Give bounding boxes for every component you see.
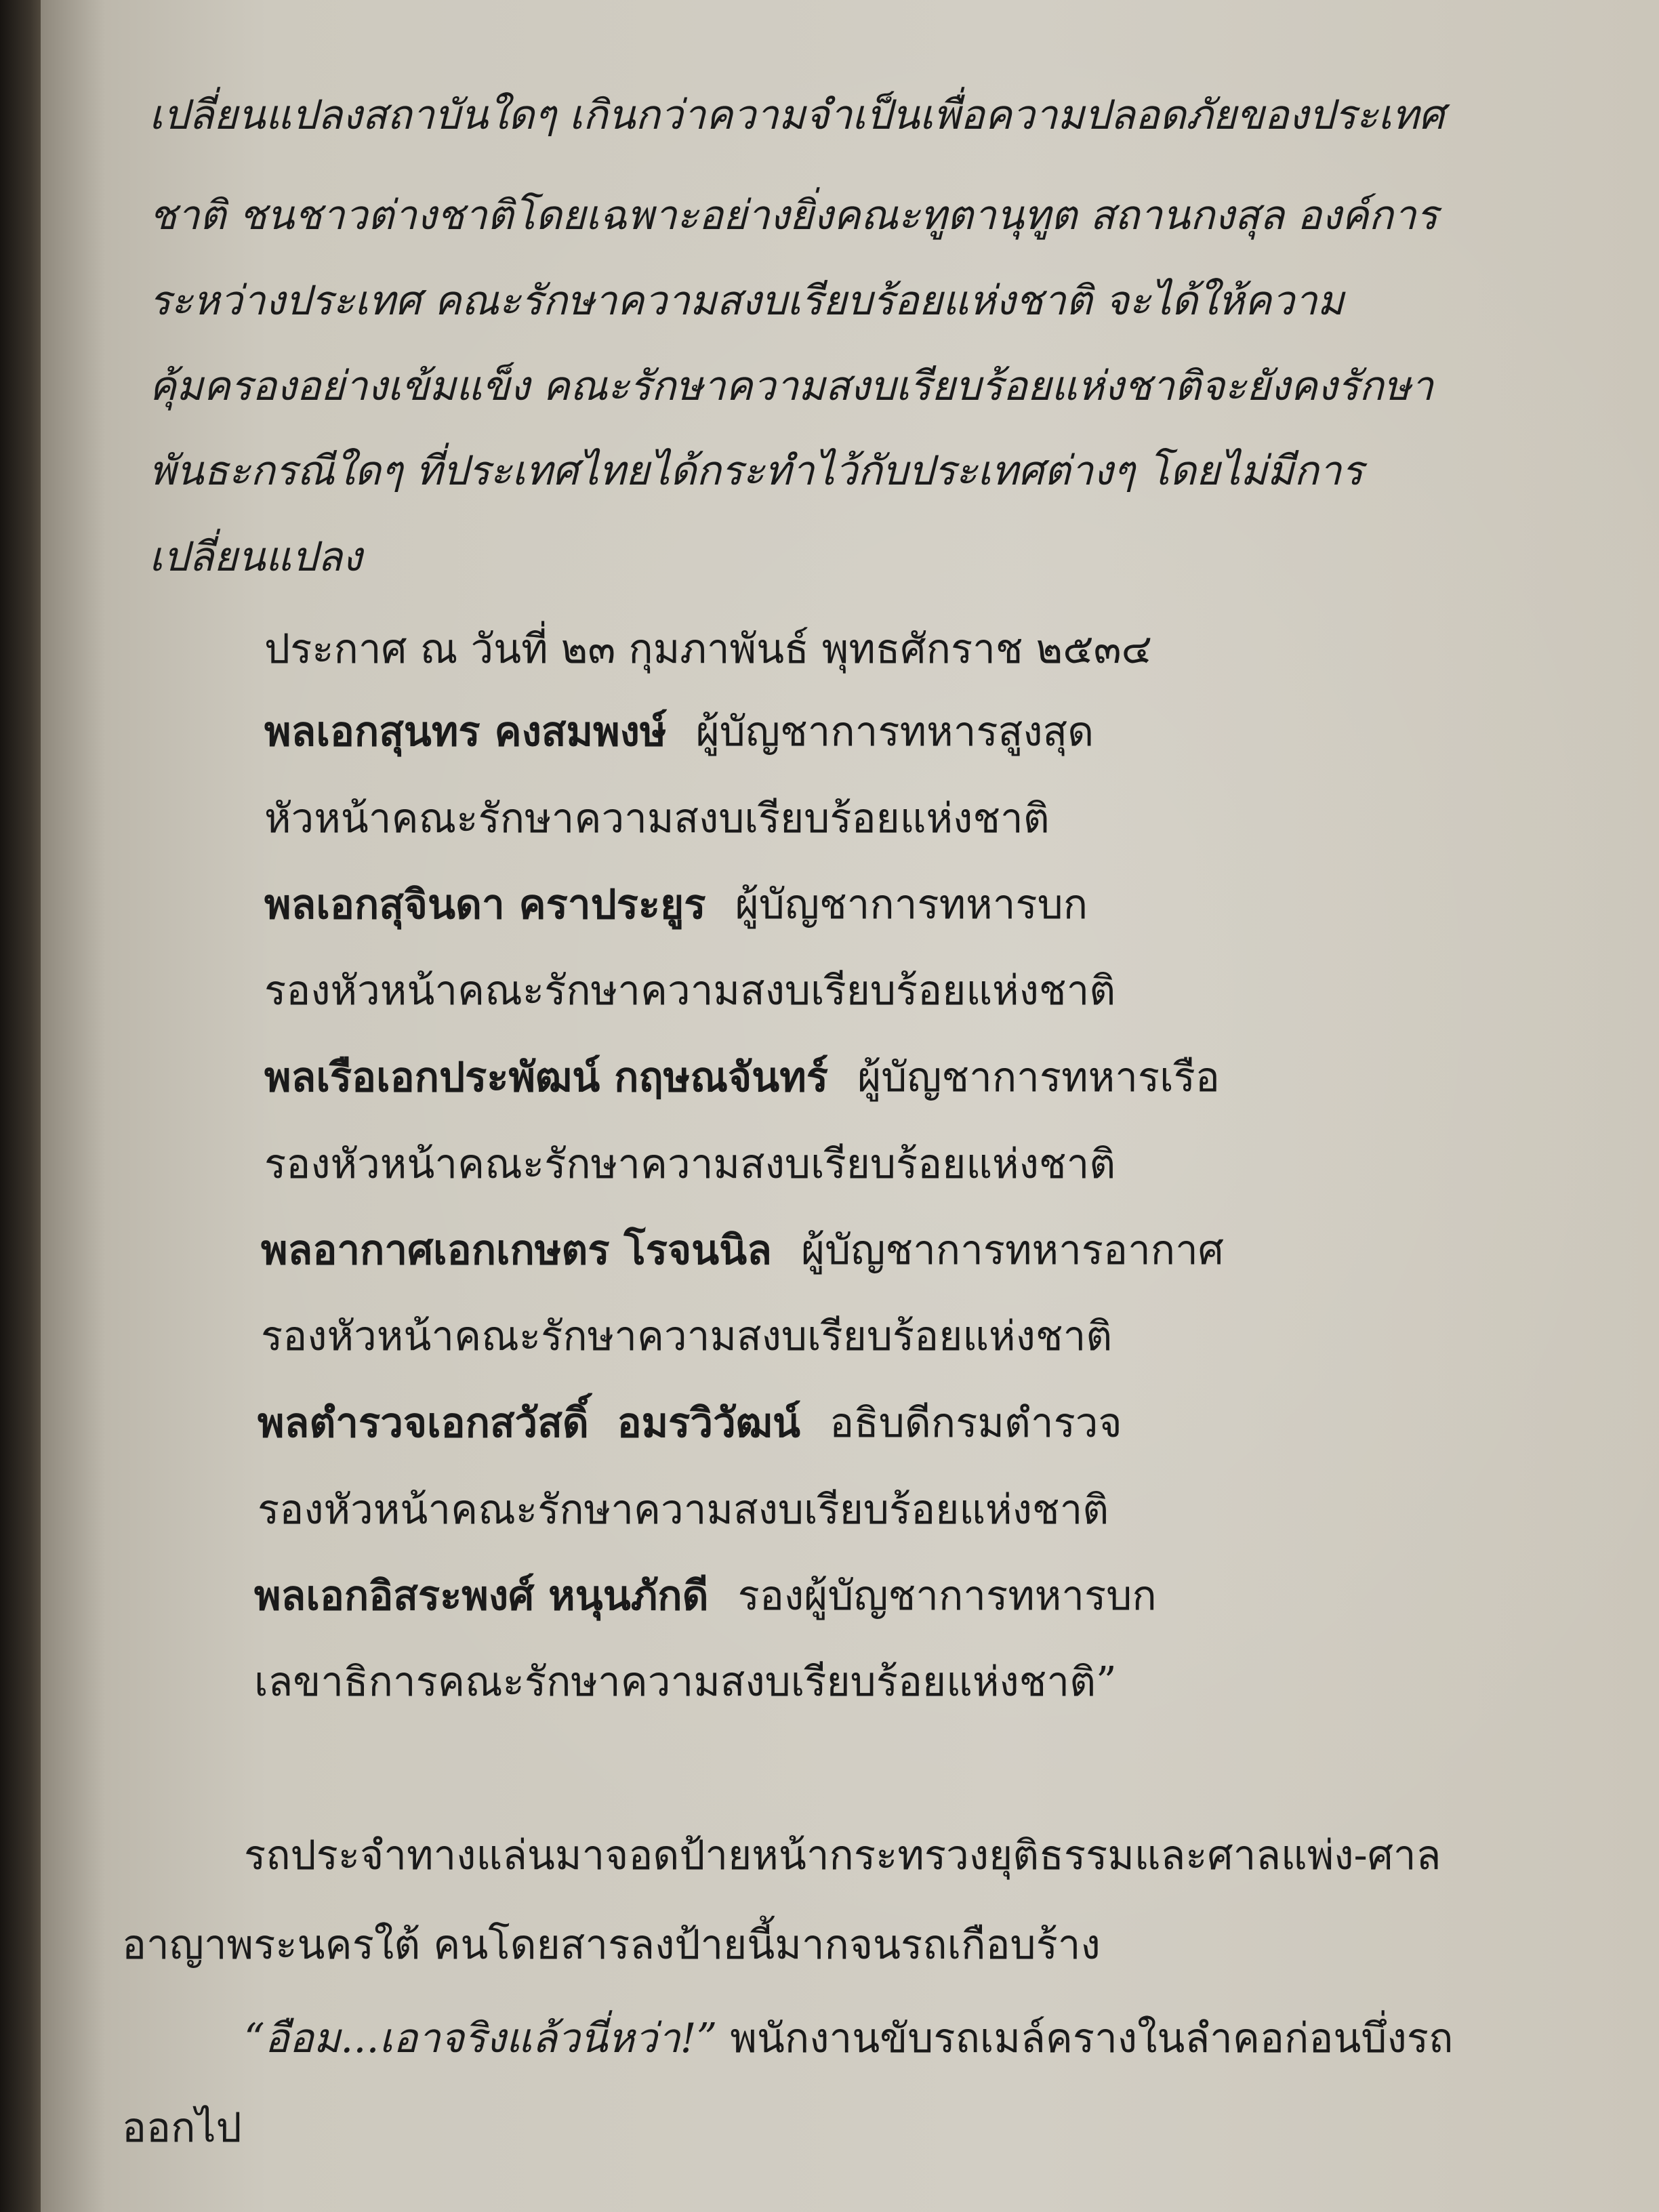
signatory-4 xyxy=(261,1227,1224,1274)
intro-line-1: เปลี่ยนแปลงสถาบันใดๆ เกินกว่าความจำเป็นเพื่อความปลอดภัยของประเทศ xyxy=(149,91,1445,139)
signatory-1-role: หัวหน้าคณะรักษาความสงบเรียบร้อยแห่งชาติ xyxy=(264,795,1050,842)
intro-line-4: คุ้มครองอย่างเข้มแข็ง คณะรักษาความสงบเรียบร้อยแห่งชาติจะยังคงรักษา xyxy=(149,363,1433,410)
signatory-6-name: พลเอกอิสระพงศ์ หนุนภักดี xyxy=(254,1572,709,1620)
signatory-6-role: เลขาธิการคณะรักษาความสงบเรียบร้อยแห่งชาติ” xyxy=(254,1658,1117,1706)
narrative-quote: “อือม...เอาจริงแล้วนี่หว่า!” xyxy=(244,2015,718,2062)
signatory-3-position: ผู้บัญชาการทหารเรือ xyxy=(857,1054,1220,1101)
signatory-5-position: อธิบดีกรมตำรวจ xyxy=(830,1399,1122,1447)
narrative-para2-rest: พนักงานขับรถเมล์ครางในลำคอก่อนบึ่งรถ xyxy=(717,2015,1454,2062)
signatory-5-role: รองหัวหน้าคณะรักษาความสงบเรียบร้อยแห่งชาติ xyxy=(258,1486,1109,1534)
intro-line-3: ระหว่างประเทศ คณะรักษาความสงบเรียบร้อยแห่งชาติ จะได้ให้ความ xyxy=(149,277,1345,325)
intro-line-6: เปลี่ยนแปลง xyxy=(149,533,363,581)
signatory-3-role: รองหัวหน้าคณะรักษาความสงบเรียบร้อยแห่งชาติ xyxy=(264,1141,1116,1188)
signatory-5 xyxy=(258,1399,1122,1447)
signatory-1-name: พลเอกสุนทร คงสมพงษ์ xyxy=(264,708,667,756)
narrative-para2-line2: ออกไป xyxy=(122,2104,242,2152)
book-page xyxy=(41,0,1659,2212)
narrative-para2-line1 xyxy=(244,2015,1454,2062)
signatory-3 xyxy=(264,1054,1220,1101)
signatory-2-role: รองหัวหน้าคณะรักษาความสงบเรียบร้อยแห่งชาติ xyxy=(264,967,1116,1015)
signatory-3-name: พลเรือเอกประพัฒน์ กฤษณจันทร์ xyxy=(264,1054,828,1101)
signatory-6-position: รองผู้บัญชาการทหารบก xyxy=(737,1572,1157,1620)
signatory-4-position: ผู้บัญชาการทหารอากาศ xyxy=(800,1227,1224,1274)
signatory-4-role: รองหัวหน้าคณะรักษาความสงบเรียบร้อยแห่งชาติ xyxy=(261,1313,1113,1360)
announcement-date: ประกาศ ณ วันที่ ๒๓ กุมภาพันธ์ พุทธศักราช ๒๕๓๔ xyxy=(264,626,1153,673)
signatory-2 xyxy=(264,881,1088,928)
intro-line-5: พันธะกรณีใดๆ ที่ประเทศไทยได้กระทำไว้กับประเทศต่างๆ โดยไม่มีการ xyxy=(149,447,1364,495)
signatory-1 xyxy=(264,708,1094,756)
signatory-5-name: พลตำรวจเอกสวัสดิ์ อมรวิวัฒน์ xyxy=(258,1399,801,1447)
narrative-para1-line1: รถประจำทางแล่นมาจอดป้ายหน้ากระทรวงยุติธรรมและศาลแพ่ง-ศาล xyxy=(244,1832,1441,1879)
signatory-6 xyxy=(254,1572,1157,1620)
signatory-4-name: พลอากาศเอกเกษตร โรจนนิล xyxy=(261,1227,772,1274)
signatory-1-position: ผู้บัญชาการทหารสูงสุด xyxy=(695,708,1094,756)
signatory-2-position: ผู้บัญชาการทหารบก xyxy=(735,881,1088,928)
signatory-2-name: พลเอกสุจินดา คราประยูร xyxy=(264,881,706,928)
narrative-para1-line2: อาญาพระนครใต้ คนโดยสารลงป้ายนี้มากจนรถเกือบร้าง xyxy=(122,1921,1101,1969)
intro-line-2: ชาติ ชนชาวต่างชาติโดยเฉพาะอย่างยิ่งคณะทูตานุทูต สถานกงสุล องค์การ xyxy=(149,192,1438,239)
